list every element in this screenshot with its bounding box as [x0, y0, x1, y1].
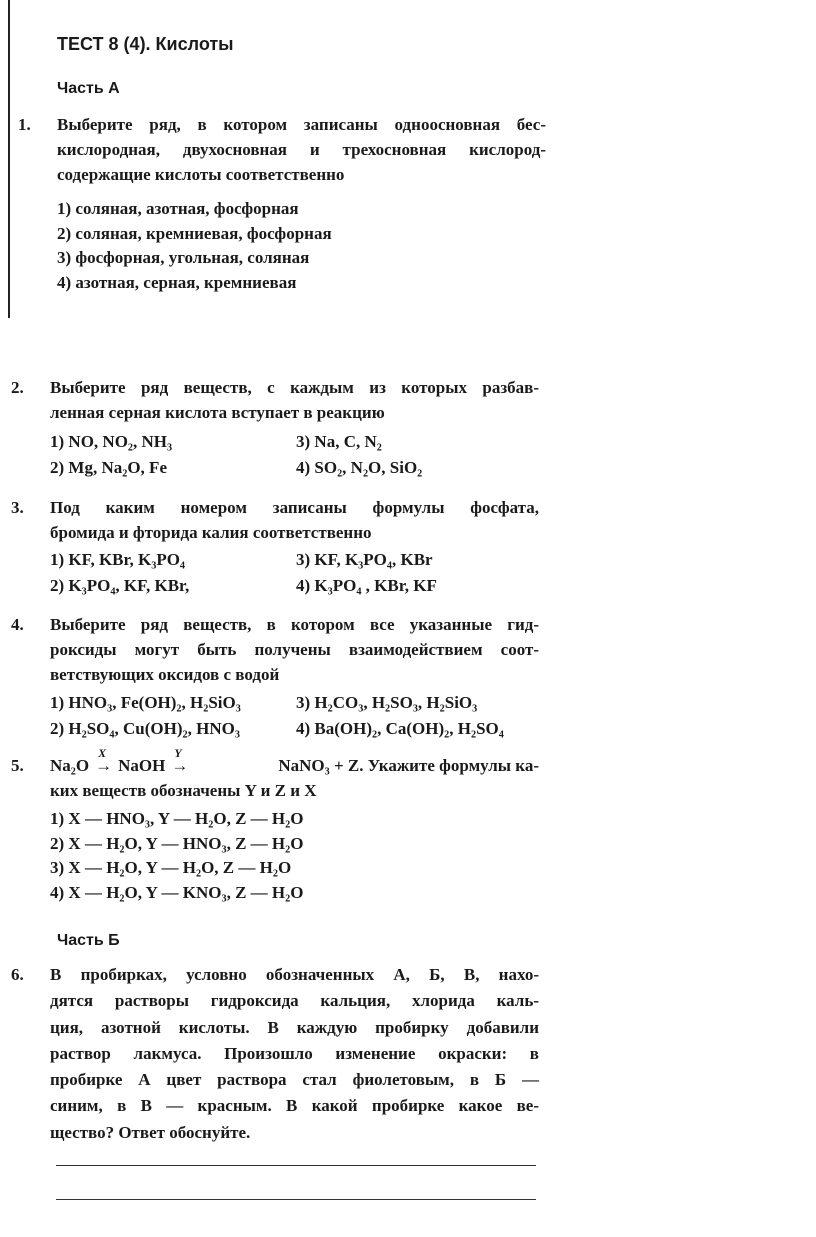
- margin-bar: [8, 0, 10, 318]
- stem-line: В пробирках, условно обозначенных А, Б, В, нахо-: [50, 965, 539, 984]
- part-b-heading: Часть Б: [57, 932, 120, 949]
- question-stem: [50, 495, 539, 545]
- answer-option: 4) X — H₂O, Y — KNO₃, Z — H₂O: [50, 882, 304, 902]
- stem-line: синим, в В — красным. В какой пробирке какое ве-: [50, 1096, 539, 1116]
- question-stem: [50, 962, 539, 1146]
- options-row: [50, 716, 504, 742]
- answer-options: [57, 197, 332, 295]
- answer-option: 3) фосфорная, угольная, соляная: [57, 248, 310, 267]
- answer-option: 4) Ba(OH)₂, Ca(OH)₂, H₂SO₄: [296, 718, 504, 738]
- question-stem: [57, 112, 546, 187]
- stem-line: Под каким номером записаны формулы фосфата,: [50, 498, 539, 517]
- stem-line: бромида и фторида калия соответственно: [50, 523, 372, 542]
- options-row: [50, 573, 437, 599]
- formula: Na₂O: [50, 756, 90, 775]
- reaction-arrow: Y →: [171, 753, 188, 778]
- stem-line: содержащие кислоты соответственно: [57, 165, 345, 184]
- page-title: ТЕСТ 8 (4). Кислоты: [57, 34, 234, 54]
- question-number: 4.: [11, 615, 24, 634]
- formula: NaOH: [118, 756, 166, 775]
- answer-option: 3) KF, K₃PO₄, KBr: [296, 550, 433, 569]
- stem-line: раствор лакмуса. Произошло изменение окраски: в: [50, 1043, 539, 1063]
- options-row: [50, 547, 437, 573]
- arrow-label: Y: [174, 746, 182, 760]
- arrow-label: X: [98, 746, 107, 760]
- answer-option: 2) X — H₂O, Y — HNO₃, Z — H₂O: [50, 833, 304, 853]
- question-number: 5.: [11, 756, 24, 775]
- answer-option: 1) HNO₃, Fe(OH)₂, H₂SiO₃: [50, 693, 241, 712]
- options-row: [50, 455, 422, 481]
- answer-option: 4) K₃PO₄ , KBr, KF: [296, 575, 437, 595]
- stem-line: Выберите ряд веществ, с каждым из которых разбав-: [50, 378, 539, 397]
- answer-option: 2) Mg, Na₂O, Fe: [50, 457, 167, 477]
- answer-option: 1) соляная, азотная, фосфорная: [57, 199, 299, 218]
- part-a-heading: Часть А: [57, 80, 120, 97]
- stem-line: кислородная, двухосновная и трехосновная кислород-: [57, 140, 546, 159]
- answer-option: 1) KF, KBr, K₃PO₄: [50, 550, 186, 569]
- answer-option: 4) азотная, серная, кремниевая: [57, 272, 297, 292]
- question-number: 2.: [11, 378, 24, 397]
- answer-option: 2) H₂SO₄, Cu(OH)₂, HNO₃: [50, 718, 240, 738]
- stem-line: ленная серная кислота вступает в реакцию: [50, 403, 385, 422]
- answer-option: 2) соляная, кремниевая, фосфорная: [57, 223, 332, 243]
- answer-options: [50, 690, 504, 741]
- answer-option: 3) Na, C, N₂: [296, 432, 382, 451]
- question-number: 6.: [11, 965, 24, 984]
- answer-option: 1) NO, NO₂, NH₃: [50, 432, 173, 451]
- answer-options: [50, 547, 437, 598]
- answer-line: [56, 1199, 536, 1200]
- stem-line: Выберите ряд, в котором записаны одноосновная бес-: [57, 115, 546, 134]
- stem-line: ция, азотной кислоты. В каждую пробирку добавили: [50, 1017, 539, 1037]
- question-number: 1.: [18, 115, 31, 134]
- options-row: [50, 690, 504, 716]
- stem-line: дятся растворы гидроксида кальция, хлорида каль-: [50, 991, 539, 1011]
- answer-option: 3) X — H₂O, Y — H₂O, Z — H₂O: [50, 858, 292, 877]
- stem-line: ветствующих оксидов с водой: [50, 665, 280, 684]
- answer-option: 1) X — HNO₃, Y — H₂O, Z — H₂O: [50, 809, 304, 828]
- scheme-text: NaNO₃ + Z. Укажите формулы ка-: [278, 756, 539, 775]
- stem-line: ких веществ обозначены Y и Z и X: [50, 781, 317, 800]
- reaction-scheme-line: [50, 746, 539, 778]
- stem-line: роксиды могут быть получены взаимодействием соот-: [50, 640, 539, 659]
- question-number: 3.: [11, 498, 24, 517]
- answer-line: [56, 1165, 536, 1166]
- question-stem: [50, 612, 539, 687]
- reaction-arrow: X →: [95, 753, 112, 778]
- answer-option: 3) H₂CO₃, H₂SO₃, H₂SiO₃: [296, 693, 478, 712]
- answer-option: 2) K₃PO₄, KF, KBr,: [50, 575, 190, 595]
- options-row: [50, 429, 422, 455]
- question-stem: [50, 375, 539, 425]
- question-stem: [50, 746, 539, 803]
- answer-options: [50, 807, 303, 905]
- answer-options: [50, 429, 422, 480]
- answer-option: 4) SO₂, N₂O, SiO₂: [296, 457, 423, 477]
- stem-line: пробирке А цвет раствора стал фиолетовым, в Б —: [50, 1070, 539, 1090]
- stem-line: щество? Ответ обоснуйте.: [50, 1122, 251, 1142]
- stem-line: Выберите ряд веществ, в котором все указанные гид-: [50, 615, 539, 634]
